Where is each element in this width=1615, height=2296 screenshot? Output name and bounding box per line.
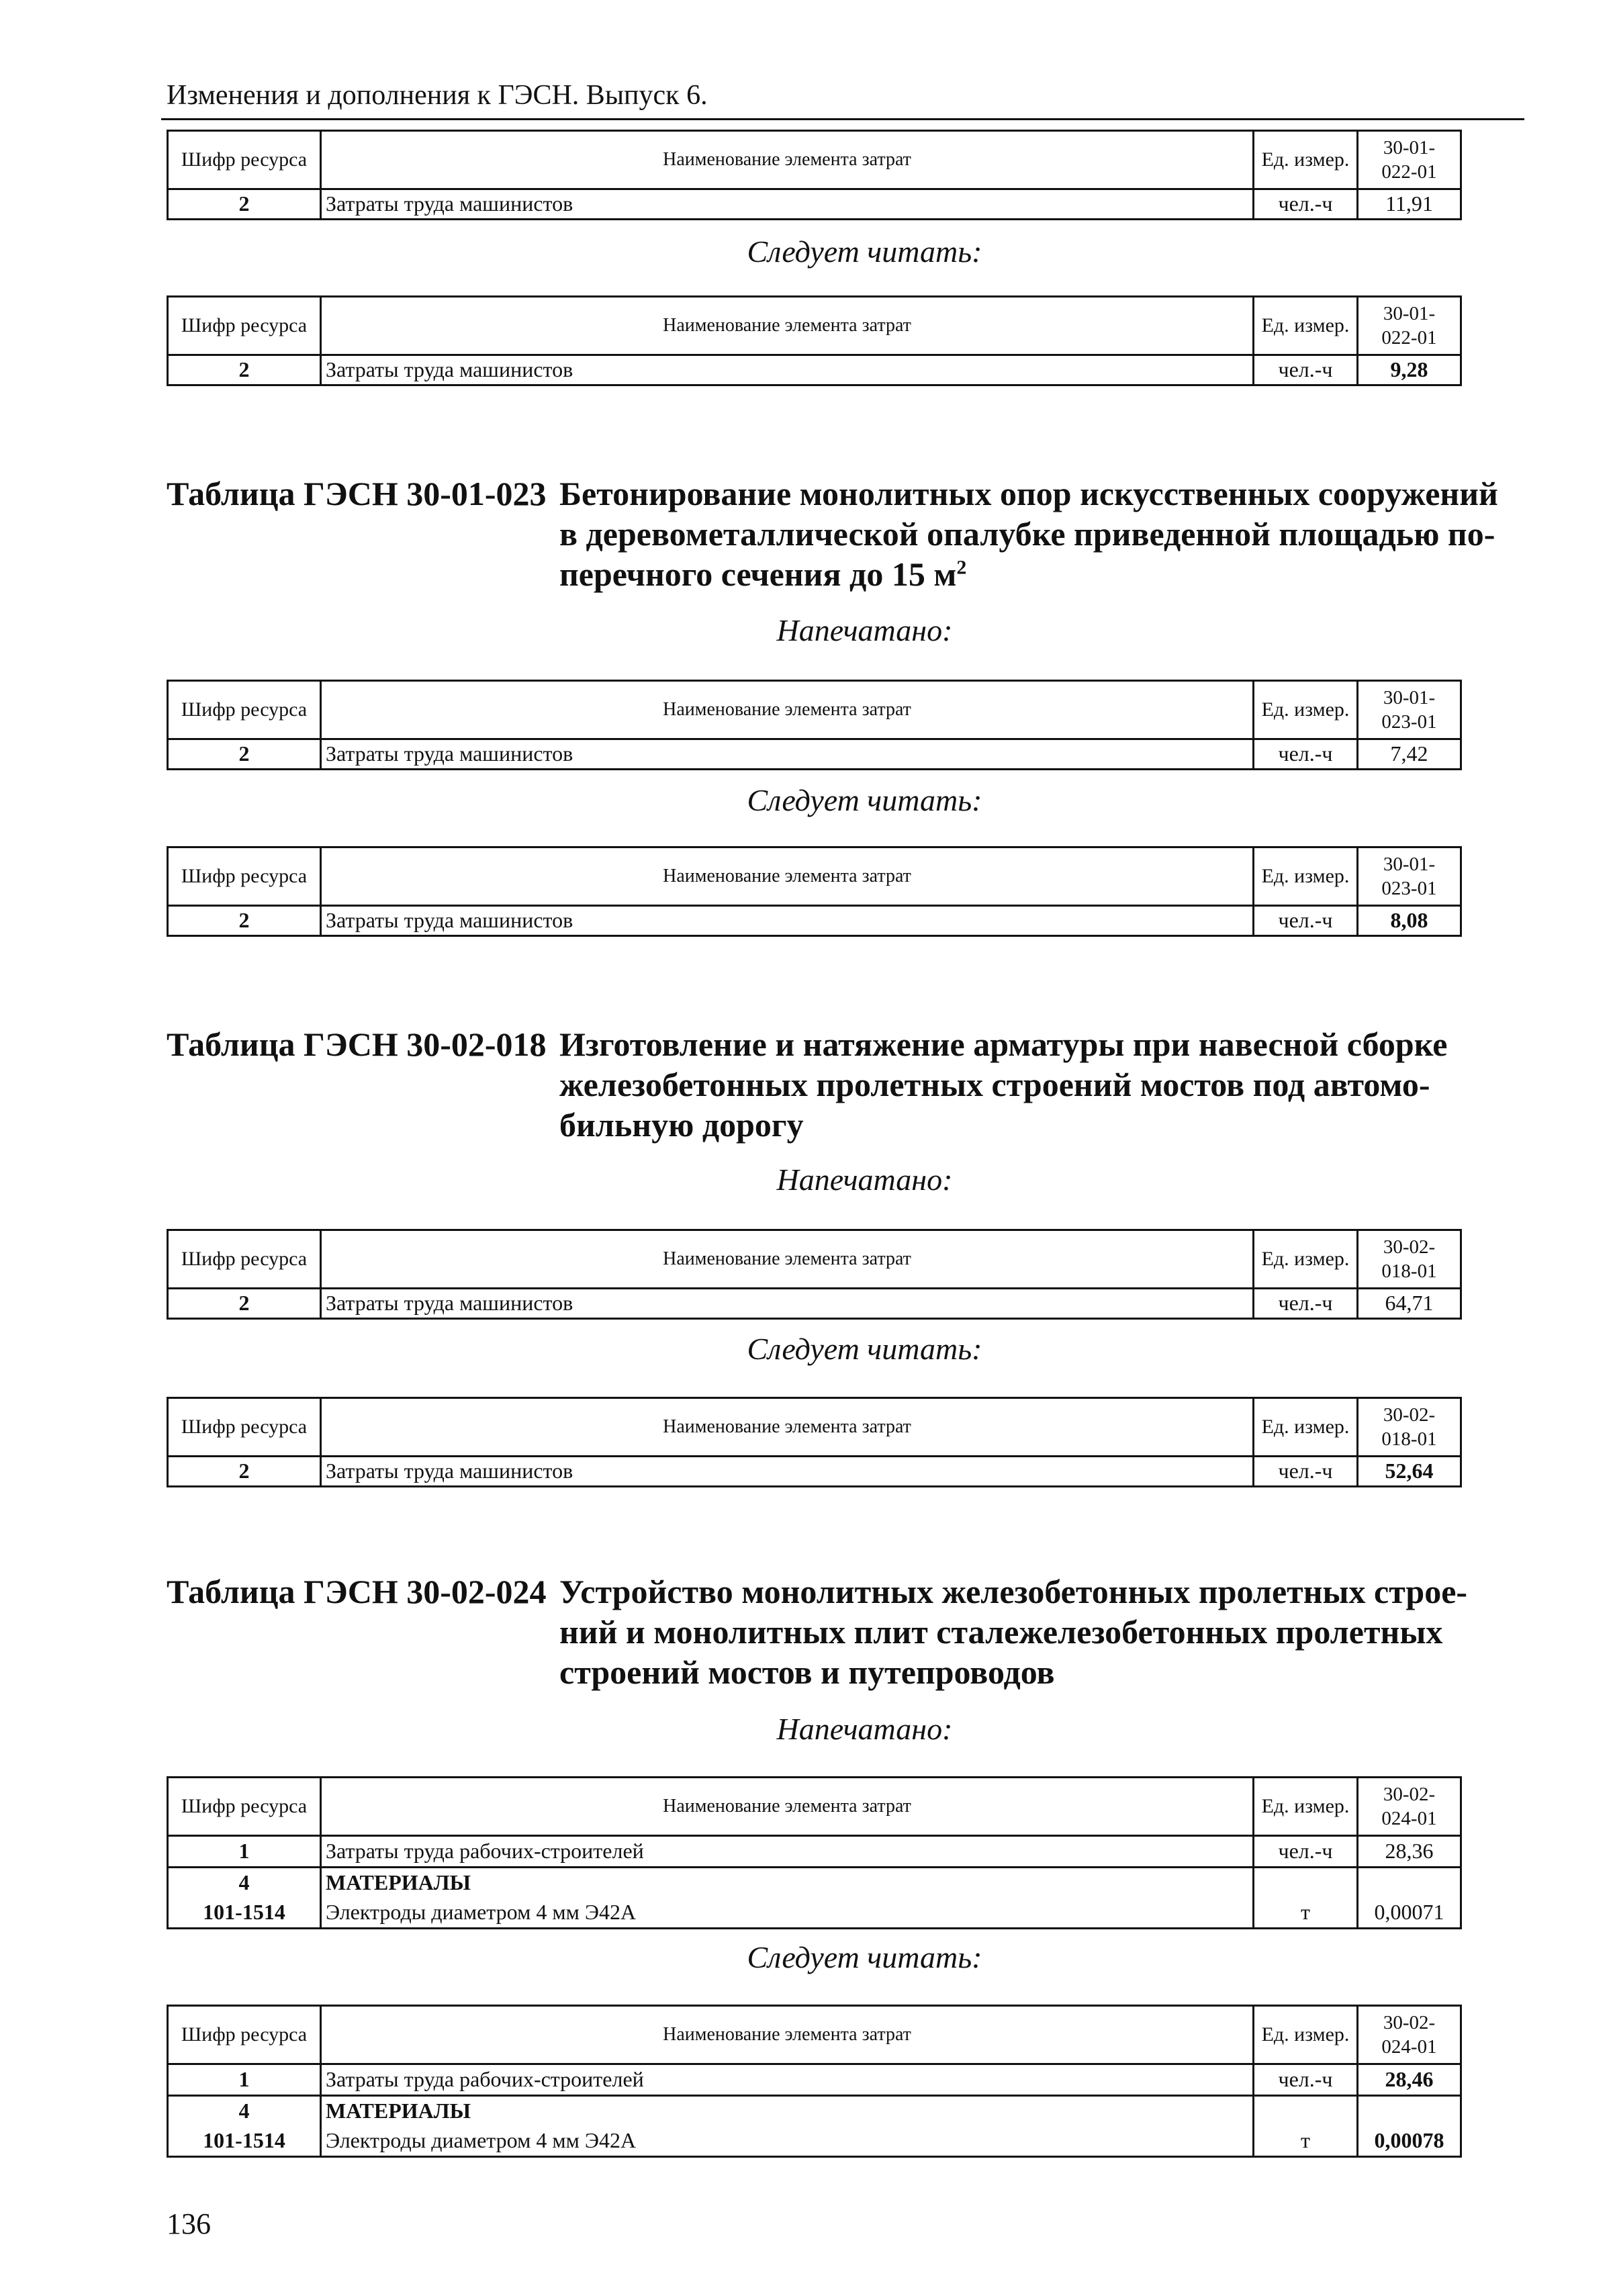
table-header-row (168, 131, 1461, 189)
resource-unit: чел.-ч (1254, 355, 1358, 385)
col-unit-header: Ед. измер. (1254, 2006, 1358, 2064)
caption-should-read: Следует читать: (747, 1940, 982, 1974)
resource-unit: чел.-ч (1254, 1289, 1358, 1319)
col-value-header: 30-02- 018-01 (1358, 1398, 1461, 1457)
caption-should-read: Следует читать: (747, 234, 982, 269)
resource-unit: чел.-ч (1254, 1457, 1358, 1487)
resource-unit: т (1254, 2126, 1358, 2157)
col-unit-header: Ед. измер. (1254, 1778, 1358, 1836)
resource-value (1358, 1868, 1461, 1898)
table-header-row (168, 2006, 1461, 2064)
col-code-header: Шифр ресурса (168, 1778, 321, 1836)
table-printed-30-01-022 (167, 130, 1462, 220)
resource-value: 0,00078 (1358, 2126, 1461, 2157)
resource-name: Электроды диаметром 4 мм Э42А (321, 2126, 1254, 2157)
caption-should-read: Следует читать: (747, 783, 982, 817)
col-code-header: Шифр ресурса (168, 297, 321, 355)
col-name-header: Наименование элемента затрат (321, 1398, 1254, 1457)
table-corrected-30-02-018 (167, 1397, 1462, 1487)
resource-code: 4 (168, 1868, 321, 1898)
col-value-header: 30-01- 022-01 (1358, 131, 1461, 189)
col-name-header: Наименование элемента затрат (321, 2006, 1254, 2064)
table-title-30-02-024: Таблица ГЭСН 30-02-024 Устройство монолитных железобетонных пролетных строе- ний и монолитных плит сталежелезобетонных пролетных строений мостов и путепроводов (167, 1573, 1468, 1691)
resource-unit: чел.-ч (1254, 906, 1358, 936)
table-row (168, 2096, 1461, 2127)
col-unit-header: Ед. измер. (1254, 297, 1358, 355)
resource-value: 0,00071 (1358, 1898, 1461, 1929)
table-row (168, 2064, 1461, 2096)
table-row (168, 2126, 1461, 2157)
resource-code: 2 (168, 906, 321, 936)
resource-group-name: МАТЕРИАЛЫ (321, 1868, 1254, 1898)
table-corrected-30-01-023 (167, 846, 1462, 937)
resource-name: Затраты труда машинистов (321, 1457, 1254, 1487)
table-printed-30-01-023 (167, 680, 1462, 770)
table-header-row (168, 1230, 1461, 1289)
col-unit-header: Ед. измер. (1254, 1230, 1358, 1289)
resource-code: 101-1514 (168, 1898, 321, 1929)
table-row (168, 1289, 1461, 1319)
table-row (168, 355, 1461, 385)
table-printed-30-02-018 (167, 1229, 1462, 1320)
col-unit-header: Ед. измер. (1254, 131, 1358, 189)
col-name-header: Наименование элемента затрат (321, 131, 1254, 189)
resource-value: 52,64 (1358, 1457, 1461, 1487)
table-printed-30-02-024 (167, 1776, 1462, 1929)
resource-name: Затраты труда машинистов (321, 189, 1254, 220)
table-row (168, 1898, 1461, 1929)
table-header-row (168, 681, 1461, 739)
caption-should-read: Следует читать: (747, 1332, 982, 1366)
resource-unit (1254, 1868, 1358, 1898)
resource-code: 2 (168, 355, 321, 385)
col-name-header: Наименование элемента затрат (321, 1778, 1254, 1836)
page-number: 136 (167, 2207, 211, 2240)
table-header-row (168, 1778, 1461, 1836)
table-row (168, 906, 1461, 936)
table-title-prefix: Таблица ГЭСН 30-01-023 (167, 475, 547, 512)
table-title-prefix: Таблица ГЭСН 30-02-024 (167, 1573, 547, 1610)
col-value-header: 30-02- 024-01 (1358, 2006, 1461, 2064)
table-row (168, 1868, 1461, 1898)
col-value-header: 30-02- 018-01 (1358, 1230, 1461, 1289)
table-title-prefix: Таблица ГЭСН 30-02-018 (167, 1025, 547, 1063)
col-name-header: Наименование элемента затрат (321, 847, 1254, 906)
resource-code: 1 (168, 2064, 321, 2096)
col-name-header: Наименование элемента затрат (321, 1230, 1254, 1289)
resource-name: Затраты труда машинистов (321, 1289, 1254, 1319)
col-unit-header: Ед. измер. (1254, 847, 1358, 906)
table-header-row (168, 847, 1461, 906)
resource-unit: чел.-ч (1254, 2064, 1358, 2096)
col-value-header: 30-02- 024-01 (1358, 1778, 1461, 1836)
resource-unit: чел.-ч (1254, 1836, 1358, 1868)
resource-value: 11,91 (1358, 189, 1461, 220)
resource-name: Затраты труда машинистов (321, 906, 1254, 936)
caption-printed: Напечатано: (776, 1162, 953, 1197)
table-title-30-01-023: Таблица ГЭСН 30-01-023 Бетонирование монолитных опор искусственных сооружений в деревометаллической опалубке приведенной площадью по- перечного сечения до 15 $м^2$ (167, 475, 1498, 593)
resource-unit: т (1254, 1898, 1358, 1929)
table-row (168, 739, 1461, 770)
resource-group-name: МАТЕРИАЛЫ (321, 2096, 1254, 2127)
col-code-header: Шифр ресурса (168, 847, 321, 906)
page-header: Изменения и дополнения к ГЭСН. Выпуск 6. (167, 80, 708, 111)
col-name-header: Наименование элемента затрат (321, 681, 1254, 739)
col-code-header: Шифр ресурса (168, 681, 321, 739)
table-row (168, 1836, 1461, 1868)
resource-value: 8,08 (1358, 906, 1461, 936)
resource-value: 7,42 (1358, 739, 1461, 770)
table-row (168, 189, 1461, 220)
resource-code: 2 (168, 739, 321, 770)
col-value-header: 30-01- 022-01 (1358, 297, 1461, 355)
caption-printed: Напечатано: (776, 613, 953, 647)
resource-code: 2 (168, 1289, 321, 1319)
resource-unit: чел.-ч (1254, 189, 1358, 220)
col-value-header: 30-01- 023-01 (1358, 681, 1461, 739)
resource-value (1358, 2096, 1461, 2127)
resource-code: 4 (168, 2096, 321, 2127)
table-title-30-02-018: Таблица ГЭСН 30-02-018 Изготовление и натяжение арматуры при навесной сборке железобетонных пролетных строений мостов под автомо- бильную дорогу (167, 1025, 1448, 1144)
resource-name: Электроды диаметром 4 мм Э42А (321, 1898, 1254, 1929)
resource-value: 64,71 (1358, 1289, 1461, 1319)
table-header-row (168, 297, 1461, 355)
col-code-header: Шифр ресурса (168, 2006, 321, 2064)
resource-value: 28,46 (1358, 2064, 1461, 2096)
col-code-header: Шифр ресурса (168, 131, 321, 189)
resource-name: Затраты труда машинистов (321, 739, 1254, 770)
col-code-header: Шифр ресурса (168, 1230, 321, 1289)
resource-code: 1 (168, 1836, 321, 1868)
col-name-header: Наименование элемента затрат (321, 297, 1254, 355)
resource-name: Затраты труда рабочих-строителей (321, 2064, 1254, 2096)
resource-name: Затраты труда машинистов (321, 355, 1254, 385)
header-divider (161, 118, 1524, 120)
caption-printed: Напечатано: (776, 1712, 953, 1746)
resource-code: 101-1514 (168, 2126, 321, 2157)
resource-code: 2 (168, 189, 321, 220)
col-code-header: Шифр ресурса (168, 1398, 321, 1457)
table-header-row (168, 1398, 1461, 1457)
col-unit-header: Ед. измер. (1254, 681, 1358, 739)
table-corrected-30-01-022 (167, 295, 1462, 386)
resource-code: 2 (168, 1457, 321, 1487)
resource-value: 9,28 (1358, 355, 1461, 385)
resource-name: Затраты труда рабочих-строителей (321, 1836, 1254, 1868)
resource-value: 28,36 (1358, 1836, 1461, 1868)
col-unit-header: Ед. измер. (1254, 1398, 1358, 1457)
table-row (168, 1457, 1461, 1487)
resource-unit (1254, 2096, 1358, 2127)
col-value-header: 30-01- 023-01 (1358, 847, 1461, 906)
resource-unit: чел.-ч (1254, 739, 1358, 770)
table-corrected-30-02-024 (167, 2005, 1462, 2158)
